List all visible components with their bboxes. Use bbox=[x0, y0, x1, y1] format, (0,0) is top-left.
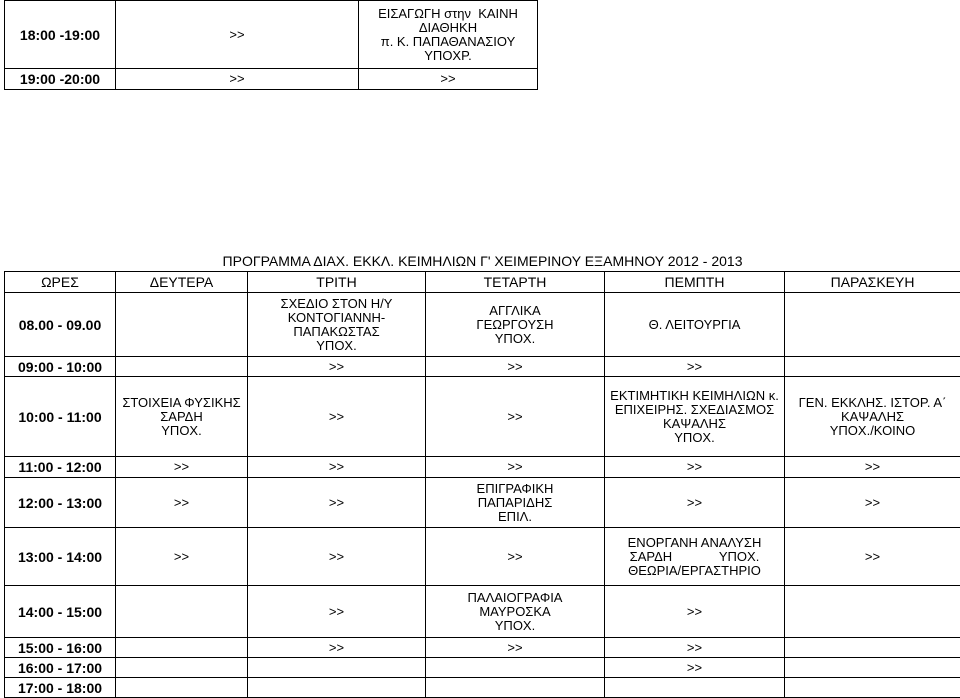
cell: ΕΙΣΑΓΩΓΗ στην ΚΑΙΝΗ ΔΙΑΘΗΚΗ π. Κ. ΠΑΠΑΘΑΝΑΣΙΟΥ ΥΠΟΧΡ. bbox=[359, 1, 538, 69]
time-cell: 17:00 - 18:00 bbox=[5, 678, 116, 698]
header-monday: ΔΕΥΤΕΡΑ bbox=[116, 272, 248, 293]
monday-cell bbox=[116, 293, 248, 357]
empty-cell bbox=[538, 1, 960, 69]
thursday-cell: Θ. ΛΕΙΤΟΥΡΓΙΑ bbox=[605, 293, 785, 357]
cell: >> bbox=[359, 69, 538, 90]
tuesday-cell: >> bbox=[248, 638, 426, 658]
time-cell: 12:00 - 13:00 bbox=[5, 478, 116, 528]
page-title: ΠΡΟΓΡΑΜΜΑ ΔΙΑΧ. ΕΚΚΛ. ΚΕΙΜΗΛΙΩΝ Γ' ΧΕΙΜΕΡΙΝΟΥ ΕΞΑΜΗΝΟΥ 2012 - 2013 bbox=[5, 251, 960, 272]
previous-schedule-fragment bbox=[4, 0, 960, 90]
table-row bbox=[5, 638, 960, 658]
friday-cell bbox=[785, 678, 960, 698]
monday-cell bbox=[116, 357, 248, 377]
monday-cell: >> bbox=[116, 478, 248, 528]
monday-cell bbox=[116, 586, 248, 638]
time-cell: 09:00 - 10:00 bbox=[5, 357, 116, 377]
thursday-cell: >> bbox=[605, 638, 785, 658]
header-row bbox=[5, 272, 960, 293]
friday-cell bbox=[785, 658, 960, 678]
header-hours: ΩΡΕΣ bbox=[5, 272, 116, 293]
tuesday-cell: >> bbox=[248, 478, 426, 528]
time-cell: 08.00 - 09.00 bbox=[5, 293, 116, 357]
header-thursday: ΠΕΜΠΤΗ bbox=[605, 272, 785, 293]
tuesday-cell: >> bbox=[248, 377, 426, 457]
time-cell: 10:00 - 11:00 bbox=[5, 377, 116, 457]
time-cell: 14:00 - 15:00 bbox=[5, 586, 116, 638]
time-cell: 15:00 - 16:00 bbox=[5, 638, 116, 658]
table-row bbox=[5, 658, 960, 678]
time-cell: 19:00 -20:00 bbox=[5, 69, 116, 90]
friday-cell bbox=[785, 293, 960, 357]
table-row bbox=[5, 1, 960, 69]
thursday-cell: >> bbox=[605, 478, 785, 528]
friday-cell bbox=[785, 357, 960, 377]
time-cell: 11:00 - 12:00 bbox=[5, 457, 116, 478]
tuesday-cell: >> bbox=[248, 586, 426, 638]
wednesday-cell: >> bbox=[426, 528, 605, 586]
empty-cell bbox=[538, 69, 960, 90]
thursday-cell: ΕΚΤΙΜΗΤΙΚΗ ΚΕΙΜΗΛΙΩΝ κ. ΕΠΙΧΕΙΡΗΣ. ΣΧΕΔΙΑΣΜΟΣ ΚΑΨΑΛΗΣ ΥΠΟΧ. bbox=[605, 377, 785, 457]
friday-cell bbox=[785, 586, 960, 638]
thursday-cell: ΕΝΟΡΓΑΝΗ ΑΝΑΛΥΣΗ ΣΑΡΔΗ ΥΠΟΧ. ΘΕΩΡΙΑ/ΕΡΓΑΣΤΗΡΙΟ bbox=[605, 528, 785, 586]
time-cell: 16:00 - 17:00 bbox=[5, 658, 116, 678]
monday-cell bbox=[116, 658, 248, 678]
tuesday-cell: >> bbox=[248, 357, 426, 377]
cell: >> bbox=[116, 69, 359, 90]
table-row bbox=[5, 678, 960, 698]
monday-cell bbox=[116, 678, 248, 698]
wednesday-cell: ΠΑΛΑΙΟΓΡΑΦΙΑ ΜΑΥΡΟΣΚΑ ΥΠΟΧ. bbox=[426, 586, 605, 638]
time-cell: 13:00 - 14:00 bbox=[5, 528, 116, 586]
table-row bbox=[5, 293, 960, 357]
wednesday-cell: >> bbox=[426, 377, 605, 457]
tuesday-cell bbox=[248, 658, 426, 678]
wednesday-cell: >> bbox=[426, 638, 605, 658]
cell: >> bbox=[116, 1, 359, 69]
wednesday-cell: >> bbox=[426, 457, 605, 478]
friday-cell bbox=[785, 638, 960, 658]
schedule-table bbox=[4, 251, 960, 698]
tuesday-cell: >> bbox=[248, 457, 426, 478]
friday-cell: ΓΕΝ. ΕΚΚΛΗΣ. ΙΣΤΟΡ. Α΄ ΚΑΨΑΛΗΣ ΥΠΟΧ./ΚΟΙΝΟ bbox=[785, 377, 960, 457]
thursday-cell: >> bbox=[605, 357, 785, 377]
friday-cell: >> bbox=[785, 528, 960, 586]
tuesday-cell: >> bbox=[248, 528, 426, 586]
table-row bbox=[5, 457, 960, 478]
time-cell: 18:00 -19:00 bbox=[5, 1, 116, 69]
tuesday-cell: ΣΧΕΔΙΟ ΣΤΟΝ Η/Υ ΚΟΝΤΟΓΙΑΝΝΗ- ΠΑΠΑΚΩΣΤΑΣ ΥΠΟΧ. bbox=[248, 293, 426, 357]
table-row bbox=[5, 357, 960, 377]
friday-cell: >> bbox=[785, 478, 960, 528]
header-friday: ΠΑΡΑΣΚΕΥΗ bbox=[785, 272, 960, 293]
monday-cell: >> bbox=[116, 457, 248, 478]
monday-cell: >> bbox=[116, 528, 248, 586]
wednesday-cell: >> bbox=[426, 357, 605, 377]
friday-cell: >> bbox=[785, 457, 960, 478]
table-row bbox=[5, 478, 960, 528]
wednesday-cell bbox=[426, 658, 605, 678]
thursday-cell bbox=[605, 678, 785, 698]
wednesday-cell: ΑΓΓΛΙΚΑ ΓΕΩΡΓΟΥΣΗ ΥΠΟΧ. bbox=[426, 293, 605, 357]
thursday-cell: >> bbox=[605, 586, 785, 638]
table-row bbox=[5, 377, 960, 457]
table-row bbox=[5, 69, 960, 90]
wednesday-cell: ΕΠΙΓΡΑΦΙΚΗ ΠΑΠΑΡΙΔΗΣ ΕΠΙΛ. bbox=[426, 478, 605, 528]
thursday-cell: >> bbox=[605, 658, 785, 678]
header-tuesday: ΤΡΙΤΗ bbox=[248, 272, 426, 293]
table-row bbox=[5, 528, 960, 586]
thursday-cell: >> bbox=[605, 457, 785, 478]
tuesday-cell bbox=[248, 678, 426, 698]
wednesday-cell bbox=[426, 678, 605, 698]
header-wednesday: ΤΕΤΑΡΤΗ bbox=[426, 272, 605, 293]
table-row bbox=[5, 586, 960, 638]
monday-cell: ΣΤΟΙΧΕΙΑ ΦΥΣΙΚΗΣ ΣΑΡΔΗ ΥΠΟΧ. bbox=[116, 377, 248, 457]
monday-cell bbox=[116, 638, 248, 658]
